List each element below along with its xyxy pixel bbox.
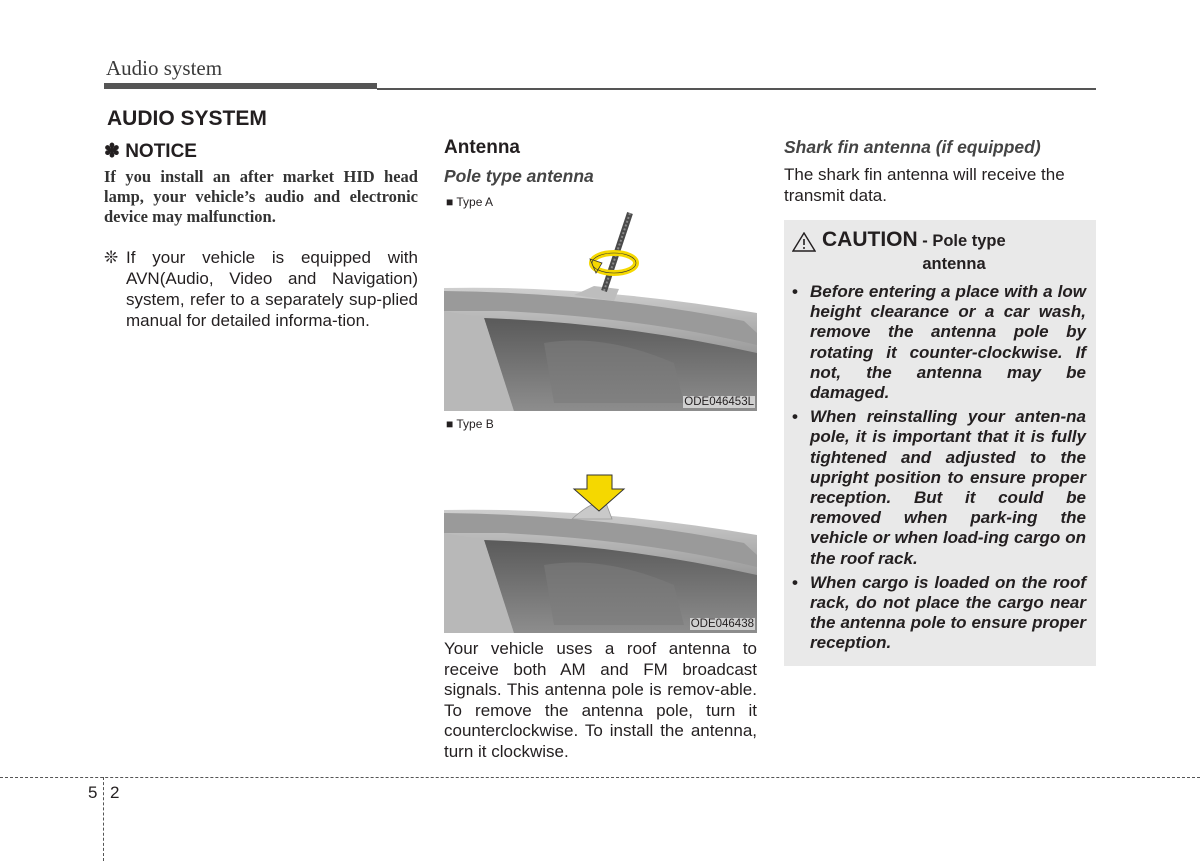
running-header: Audio system — [106, 56, 223, 80]
caution-box — [784, 220, 1096, 666]
caution-word: CAUTION — [822, 228, 918, 251]
caution-list — [792, 282, 1086, 654]
page-number: 2 — [110, 783, 120, 802]
warning-triangle-icon — [792, 232, 822, 257]
footer-rule — [0, 777, 1200, 778]
caution-header — [792, 228, 1086, 257]
figure-b-label: ■ Type B — [446, 417, 494, 431]
antenna-column — [444, 137, 757, 762]
figure-type-a — [444, 193, 757, 411]
pole-antenna-heading: Pole type antenna — [444, 166, 594, 186]
figure-b-code: ODE046438 — [690, 618, 754, 630]
bullet-icon: • — [792, 282, 798, 301]
page-chapter-number: 5 — [88, 783, 98, 802]
notice-item-mark-icon: ❊ — [104, 248, 119, 267]
caution-subtitle-1: - Pole type — [917, 232, 1006, 250]
bullet-icon: • — [792, 407, 798, 427]
caution-item-text: Before entering a place with a low height clearance or a car wash, remove the antenna pole by rotating it counter-clockwise. If not, the antenna may be damaged. — [810, 282, 1086, 403]
caution-item — [792, 282, 1086, 403]
footer-vertical-rule — [103, 777, 104, 861]
shark-fin-heading: Shark fin antenna (if equipped) — [784, 137, 1041, 157]
notice-heading — [104, 140, 418, 163]
car-roof-pole-antenna-illustration — [444, 193, 757, 411]
caution-subtitle-2: antenna — [922, 255, 986, 273]
figure-a-code: ODE046453L — [684, 396, 754, 408]
caution-item-text: When cargo is loaded on the roof rack, do not place the cargo near the antenna pole to ensure proper reception. — [810, 572, 1086, 653]
figure-type-b — [444, 415, 757, 633]
notice-column — [104, 140, 418, 331]
section-title: AUDIO SYSTEM — [107, 107, 267, 130]
bullet-icon: • — [792, 572, 798, 592]
notice-item-text: If your vehicle is equipped with AVN(Audio, Video and Navigation) system, refer to a separately sup-plied manual for detailed informa-tion. — [126, 248, 418, 330]
notice-heading-text: NOTICE — [125, 141, 197, 162]
notice-item — [104, 247, 418, 331]
notice-warning-text: If you install an after market HID head lamp, your vehicle’s audio and electronic device may malfunction. — [104, 167, 418, 226]
antenna-body-text: Your vehicle uses a roof antenna to receive both AM and FM broadcast signals. This antenna pole is remov-able. To remove the antenna pole, turn it counterclockwise. To install the antenna, turn it clockwise. — [444, 639, 757, 761]
caution-item — [792, 407, 1086, 569]
antenna-heading: Antenna — [444, 137, 520, 158]
header-rule-thick — [104, 83, 377, 89]
caution-item-text: When reinstalling your anten-na pole, it is important that it is fully tightened and adjusted to the upright position to ensure proper reception. But it could be removed when park-ing the vehicle or when load-ing cargo on the roof rack. — [810, 407, 1086, 568]
header-rule-thin — [377, 88, 1096, 90]
figure-a-label: ■ Type A — [446, 195, 494, 209]
shark-column — [784, 137, 1096, 666]
caution-item — [792, 573, 1086, 654]
shark-fin-body: The shark fin antenna will receive the transmit data. — [784, 165, 1065, 205]
notice-star-icon: ✽ — [104, 141, 120, 162]
car-roof-shark-fin-illustration — [444, 415, 757, 633]
